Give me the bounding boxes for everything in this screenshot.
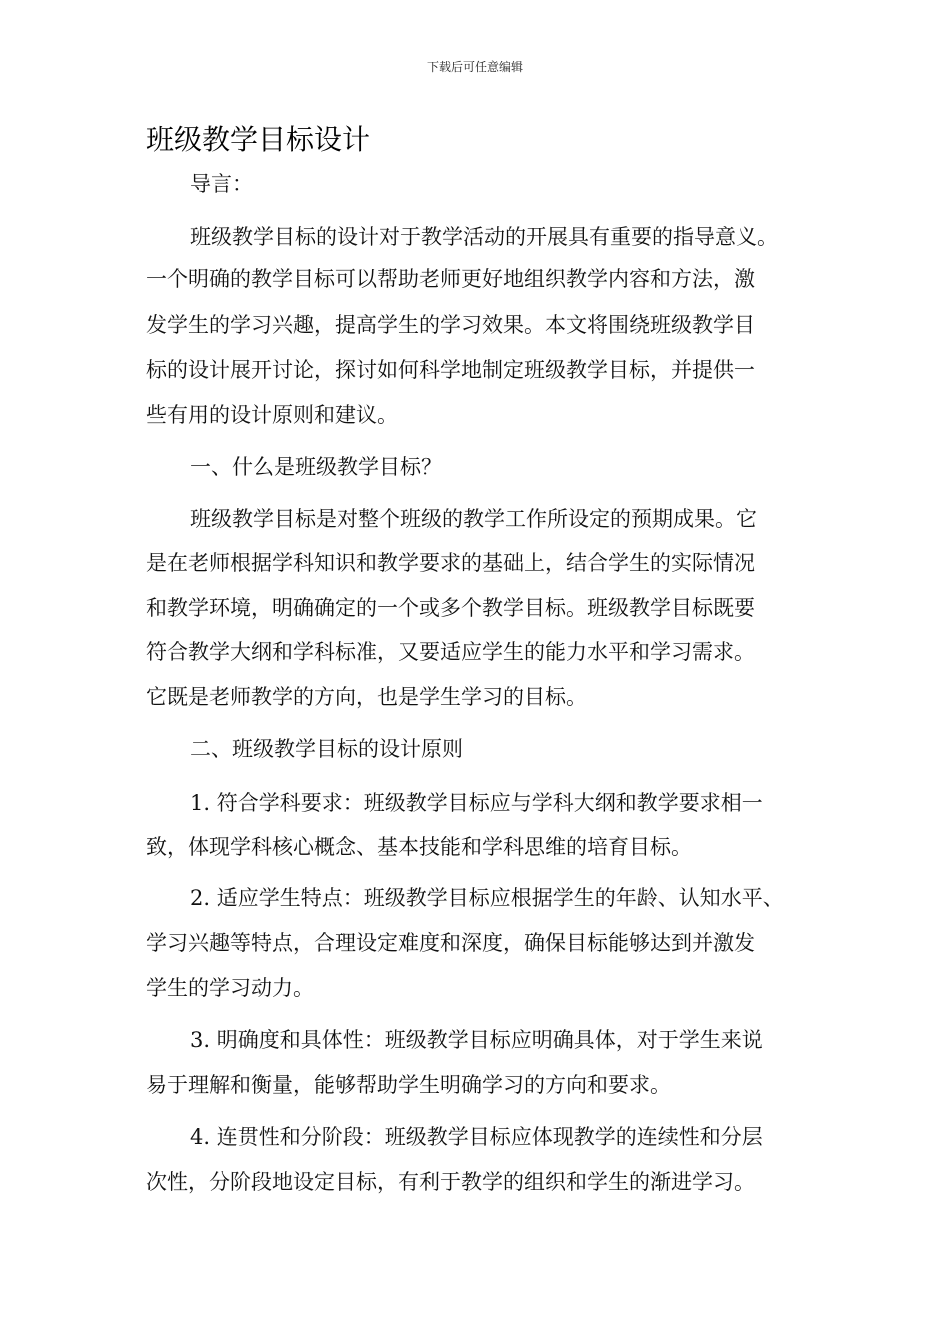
list-item-line: 易于理解和衡量，能够帮助学生明确学习的方向和要求。 xyxy=(146,1073,671,1097)
list-item-line: 学习兴趣等特点，合理设定难度和深度，确保目标能够达到并激发 xyxy=(146,931,755,955)
paragraph-line: 和教学环境，明确确定的一个或多个教学目标。班级教学目标既要 xyxy=(146,596,755,620)
paragraph-line: 符合教学大纲和学科标准，又要适应学生的能力水平和学习需求。 xyxy=(146,640,755,664)
list-item-line: 3. 明确度和具体性：班级教学目标应明确具体，对于学生来说 xyxy=(190,1028,763,1052)
paragraph-line: 是在老师根据学科知识和教学要求的基础上，结合学生的实际情况 xyxy=(146,551,755,575)
list-item-line: 学生的学习动力。 xyxy=(146,976,314,1000)
list-item-line: 致，体现学科核心概念、基本技能和学科思维的培育目标。 xyxy=(146,835,692,859)
list-item-line: 4. 连贯性和分阶段：班级教学目标应体现教学的连续性和分层 xyxy=(190,1125,763,1149)
list-item-line: 次性，分阶段地设定目标，有利于教学的组织和学生的渐进学习。 xyxy=(146,1170,755,1194)
paragraph-line: 它既是老师教学的方向，也是学生学习的目标。 xyxy=(146,685,587,709)
section-heading: 一、什么是班级教学目标？ xyxy=(190,455,442,479)
page-header: 下载后可任意编辑 xyxy=(426,60,523,74)
section-heading: 二、班级教学目标的设计原则 xyxy=(190,737,463,761)
list-item-line: 2. 适应学生特点：班级教学目标应根据学生的年龄、认知水平、 xyxy=(190,886,784,910)
list-item-line: 1. 符合学科要求：班级教学目标应与学科大纲和教学要求相一 xyxy=(190,791,763,815)
document-title: 班级教学目标设计 xyxy=(146,123,371,156)
paragraph-line: 发学生的学习兴趣，提高学生的学习效果。本文将围绕班级教学目 xyxy=(146,313,755,337)
paragraph-line: 些有用的设计原则和建议。 xyxy=(146,403,398,427)
paragraph-line: 班级教学目标的设计对于教学活动的开展具有重要的指导意义。 xyxy=(190,225,778,249)
paragraph-line: 一个明确的教学目标可以帮助老师更好地组织教学内容和方法，激 xyxy=(146,267,755,291)
paragraph-line: 标的设计展开讨论，探讨如何科学地制定班级教学目标，并提供一 xyxy=(146,358,755,382)
paragraph-line: 班级教学目标是对整个班级的教学工作所设定的预期成果。它 xyxy=(190,507,757,531)
intro-heading: 导言： xyxy=(190,172,253,196)
